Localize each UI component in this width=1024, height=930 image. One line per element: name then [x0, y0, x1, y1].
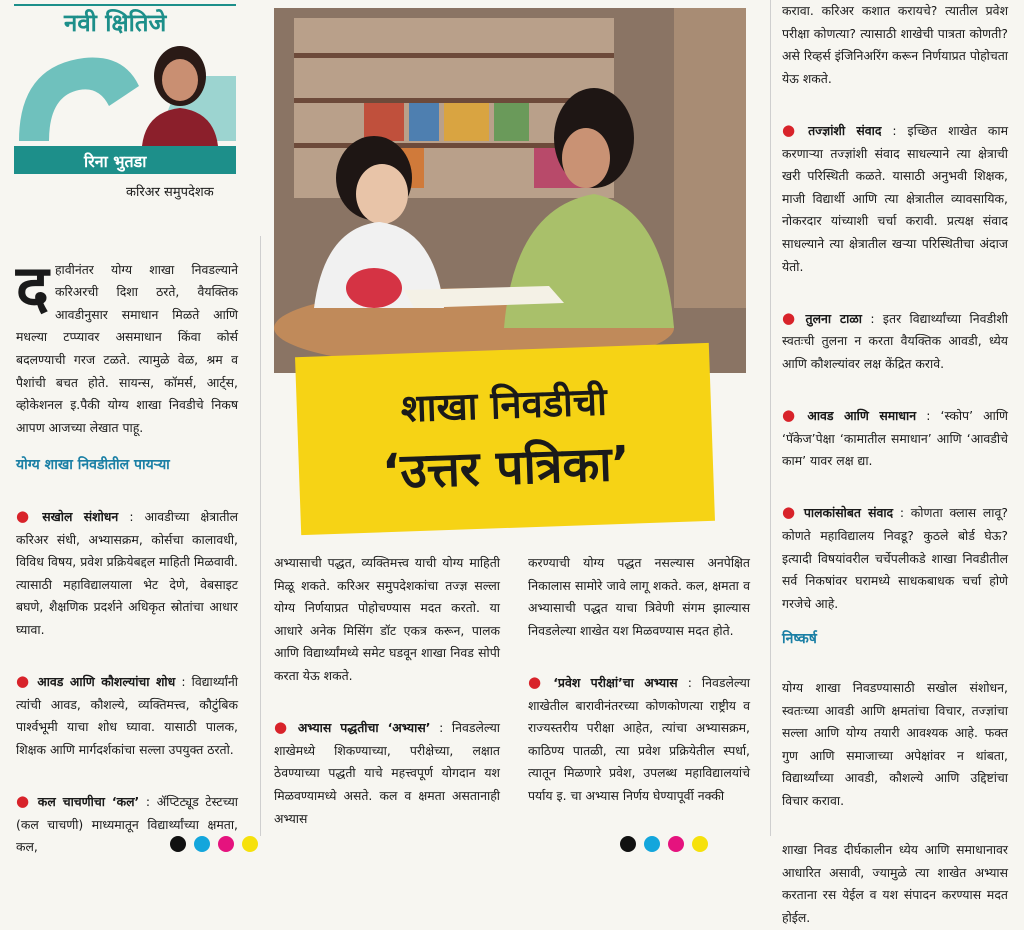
registration-marks — [170, 836, 290, 846]
bullet-icon: ● — [782, 406, 802, 425]
point-research: ● सखोल संशोधन : आवडीच्या क्षेत्रातील करिअर संधी, अभ्यासक्रम, कोर्सचा कालावधी, विविध विषय, प्रवेश प्रक्रियेबद्दल माहिती मिळवावी. त्यासाठी महाविद्यालयाला भेट देणे, वेबसाइट बघणे, शैक्षणिक प्रदर्शने अधिकृत स्रोतांचा आधार घ्यावा. — [16, 506, 238, 637]
headline-line-2: ‘उत्तर पत्रिका’ — [381, 435, 631, 501]
col4-paragraph: करावा. करिअर कशात करायचे? त्यातील प्रवेश परीक्षा कोणत्या? त्यासाठी शाखेची पात्रता कोणती? असे रिव्हर्स इंजिनिअरिंग करून निर्णयाप्रत पोहोचता येऊ शकते. — [782, 3, 1008, 86]
bullet-icon: ● — [16, 672, 32, 691]
bullet-icon: ● — [782, 308, 800, 327]
column-4 — [782, 0, 1008, 930]
point-satisfaction: ● आवड आणि समाधान : ‘स्कोप’ आणि ‘पॅकेज’पेक्षा ‘कामातील समाधान’ आणि ‘आवडीचे काम’ यावर लक्ष द्या. — [782, 406, 1008, 469]
col2-paragraph: अभ्यासाची पद्धत, व्यक्तिमत्त्व याची योग्य माहिती मिळू शकते. करिअर समुपदेशकांचा तज्ज्ञ सल्ला योग्य निर्णयाप्रत पोहोचण्यास मदत करतो. या आधारे अनेक मिसिंग डॉट एकत्र करून, पालक आणि विद्यार्थ्यांमध्ये समेट घडवून शाखा निवड सोपी करता येऊ शकते. — [274, 555, 500, 683]
point-entrance-exams: ● ‘प्रवेश परीक्षां’चा अभ्यास : निवडलेल्या शाखेतील बारावीनंतरच्या कोणकोणत्या राष्ट्रीय व राज्यस्तरीय परीक्षा आहेत, त्यांचा अभ्यासक्रम, काठिण्य पातळी, त्या प्रवेश प्रक्रियेतील स्पर्धा, त्यातून मिळणारे प्रवेश, उपलब्ध महाविद्यालयांचे पर्याय इ. चा अभ्यास निर्णय घेण्यापूर्वी नक्की — [528, 672, 750, 803]
column-1 — [16, 236, 238, 859]
drop-cap: द — [16, 250, 49, 324]
bullet-icon: ● — [782, 120, 803, 139]
section-subhead: योग्य शाखा निवडीतील पायऱ्या — [16, 457, 170, 474]
conclusion-paragraph-2: शाखा निवड दीर्घकालीन ध्येय आणि समाधानावर आधारित असावी, ज्यामुळे त्या शाखेत अभ्यास करताना रस येईल व यश संपादन करण्यास मदत होईल. — [782, 842, 1008, 925]
registration-marks — [620, 836, 740, 846]
author-photo — [132, 38, 228, 146]
cmyk-dot — [620, 836, 636, 852]
bullet-icon: ● — [16, 792, 32, 811]
column-divider — [260, 236, 261, 836]
cmyk-dot — [194, 836, 210, 852]
cmyk-dot — [692, 836, 708, 852]
bullet-icon: ● — [528, 672, 548, 691]
bullet-icon: ● — [274, 718, 292, 737]
headline-banner — [295, 343, 715, 535]
point-avoid-comparison: ● तुलना टाळा : इतर विद्यार्थ्यांच्या निवडीशी स्वतःची तुलना न करता वैयक्तिक आवडी, ध्येय आणि कौशल्यांवर लक्ष केंद्रित करावे. — [782, 308, 1008, 371]
cmyk-dot — [644, 836, 660, 852]
headline-line-1: शाखा निवडीची — [400, 379, 608, 431]
author-role: करिअर समुपदेशक — [126, 185, 214, 200]
cmyk-dot — [242, 836, 258, 852]
point-study-method: ● अभ्यास पद्धतीचा ‘अभ्यास’ : निवडलेल्या शाखेमध्ये शिकण्याच्या, परीक्षेच्या, लक्षात ठेवण्याच्या पद्धती याचे महत्त्वपूर्ण योगदान यश मिळवण्यामध्ये असते. कल व क्षमता असतानाही अभ्यास — [274, 718, 500, 826]
article-photo — [274, 8, 746, 373]
author-name: रिना भुतडा — [84, 152, 147, 171]
conclusion-heading: निष्कर्ष — [782, 631, 817, 648]
cmyk-dot — [218, 836, 234, 852]
cmyk-dot — [170, 836, 186, 852]
column-3 — [528, 552, 750, 808]
column-header — [14, 0, 236, 210]
bullet-icon: ● — [782, 503, 798, 522]
bullet-icon: ● — [16, 506, 37, 525]
cmyk-dot — [668, 836, 684, 852]
point-aptitude: ● कल चाचणीचा ‘कल’ : ॲप्टिट्यूड टेस्टच्या (कल चाचणी) माध्यमातून विद्यार्थ्यांच्या क्षमता, कल, — [16, 792, 238, 855]
title-rule — [14, 4, 236, 6]
col3-paragraph: करण्याची योग्य पद्धत नसल्यास अनपेक्षित निकालास सामोरे जावे लागू शकते. कल, क्षमता व अभ्यासाची पद्धत याचा त्रिवेणी संगम झाल्यास निवडलेल्या शाखेत यश मिळवण्यास मदत होते. — [528, 555, 750, 638]
point-experts: ● तज्ज्ञांशी संवाद : इच्छित शाखेत काम करणाऱ्या तज्ज्ञांशी संवाद साधल्याने त्या क्षेत्राची खरी परिस्थिती कळते. यासाठी अनुभवी शिक्षक, माजी विद्यार्थी आणि त्या क्षेत्रातील व्यावसायिक, नोकरदार यांच्याशी चर्चा करावी. प्रत्यक्ष संवाद साधल्याने त्या क्षेत्रातील खऱ्या परिस्थितीचा अंदाज येतो. — [782, 120, 1008, 274]
column-title: नवी क्षितिजे — [64, 9, 167, 37]
column-2 — [274, 552, 500, 830]
point-interest: ● आवड आणि कौशल्यांचा शोध : विद्यार्थ्यांनी त्यांची आवड, कौशल्ये, व्यक्तिमत्त्व, कौटुंबिक पार्श्वभूमी याचा शोध घ्यावा. यासाठी पालक, शिक्षक आणि मार्गदर्शकांचा सल्ला उपयुक्त ठरतो. — [16, 672, 238, 757]
column-divider — [770, 0, 771, 836]
point-parents: ● पालकांसोबत संवाद : कोणता क्लास लावू? कोणते महाविद्यालय निवडू? कुठले बोर्ड घेऊ? इत्यादी विषयांवरील चर्चेपलीकडे शाखा निवडीतील सर्व निकषांवर घरामध्ये साधकबाधक चर्चा होणे गरजेचे आहे. — [782, 503, 1008, 611]
conclusion-paragraph-1: योग्य शाखा निवडण्यासाठी सखोल संशोधन, स्वतःच्या आवडी आणि क्षमतांचा विचार, तज्ज्ञांचा सल्ला आणि योग्य तयारी आवश्यक आहे. फक्त गुण आणि समाजाच्या अपेक्षांवर न थांबता, विद्यार्थ्यांच्या आवडी, कौशल्ये आणि उद्दिष्टांचा विचार करावा. — [782, 680, 1008, 808]
intro-paragraph: दहावीनंतर योग्य शाखा निवडल्याने करिअरची दिशा ठरते, वैयक्तिक आवडीनुसार समाधान मिळते आणि मधल्या टप्प्यावर असमाधान किंवा कोर्स बदलण्याची गरज टळते. त्यामुळे वेळ, श्रम व पैशांची बचत होते. सायन्स, कॉमर्स, आर्ट्स, व्होकेशनल इ.पैकी योग्य शाखा निवडीचे निकष आपण आजच्या लेखात पाहू. — [16, 250, 238, 435]
